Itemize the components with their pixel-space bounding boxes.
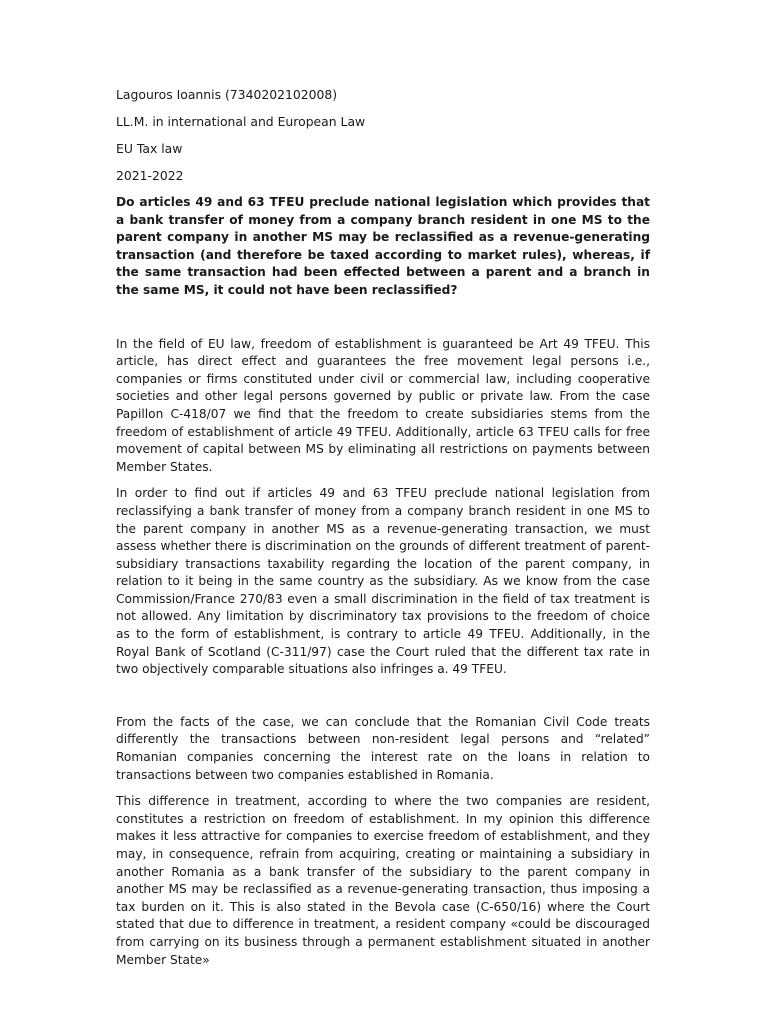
spacer (116, 309, 650, 336)
research-question: Do articles 49 and 63 TFEU preclude national legislation which provides that a bank transfer of money from a company branch resident in one MS to the parent company in another MS may be reclassified as a revenue-generating transaction (and therefore be taxed according to market rules), whereas, if the same transaction had been effected between a parent and a branch in the same MS, it could not have been reclassified? (116, 195, 650, 297)
program-line: LL.M. in international and European Law (116, 114, 366, 129)
document-page (116, 86, 650, 978)
paragraph-3: From the facts of the case, we can conclude that the Romanian Civil Code treats differently the transactions between non-resident legal persons and “related” Romanian companies concerning the interest rate on the loans in relation to transactions between two companies established in Romania. (116, 714, 650, 782)
course-line: EU Tax law (116, 141, 183, 156)
paragraph-4: This difference in treatment, according to where the two companies are resident, constitutes a restriction on freedom of establishment. In my opinion this difference makes it less attractive for companies to exercise freedom of establishment, and they may, in consequence, refrain from acquiring, creating or maintaining a subsidiary in another Romania as a bank transfer of the subsidiary to the parent company in another MS may be reclassified as a revenue-generating transaction, thus imposing a tax burden on it. This is also stated in the Bevola case (C-650/16) where the Court stated that due to difference in treatment, a resident company «could be discouraged from carrying on its business through a permanent establishment situated in another Member State» (116, 794, 650, 967)
author-line: Lagouros Ioannis (7340202102008) (116, 87, 338, 102)
paragraph-2: In order to find out if articles 49 and 63 TFEU preclude national legislation from reclassifying a bank transfer of money from a company branch resident in one MS to the parent company in another MS as a revenue-generating transaction, we must assess whether there is discrimination on the grounds of different treatment of parent-subsidiary transactions taxability regarding the location of the parent company, in relation to it being in the same country as the subsidiary. As we know from the case Commission/France 270/83 even a small discrimination in the field of tax treatment is not allowed. Any limitation by discriminatory tax provisions to the freedom of choice as to the form of establishment, is contrary to article 49 TFEU. Additionally, in the Royal Bank of Scotland (C-311/97) case the Court ruled that the different tax rate in two objectively comparable situations also infringes a. 49 TFEU. (116, 486, 650, 677)
paragraph-1: In the field of EU law, freedom of establishment is guaranteed be Art 49 TFEU. This article, has direct effect and guarantees the free movement legal persons i.e., companies or firms constituted under civil or commercial law, including cooperative societies and other legal persons governed by public or private law. From the case Papillon C-418/07 we find that the freedom to create subsidiaries stems from the freedom of establishment of article 49 TFEU. Additionally, article 63 TFEU calls for free movement of capital between MS by eliminating all restrictions on payments between Member States. (116, 336, 650, 474)
spacer (116, 688, 650, 714)
year-line: 2021-2022 (116, 168, 184, 183)
